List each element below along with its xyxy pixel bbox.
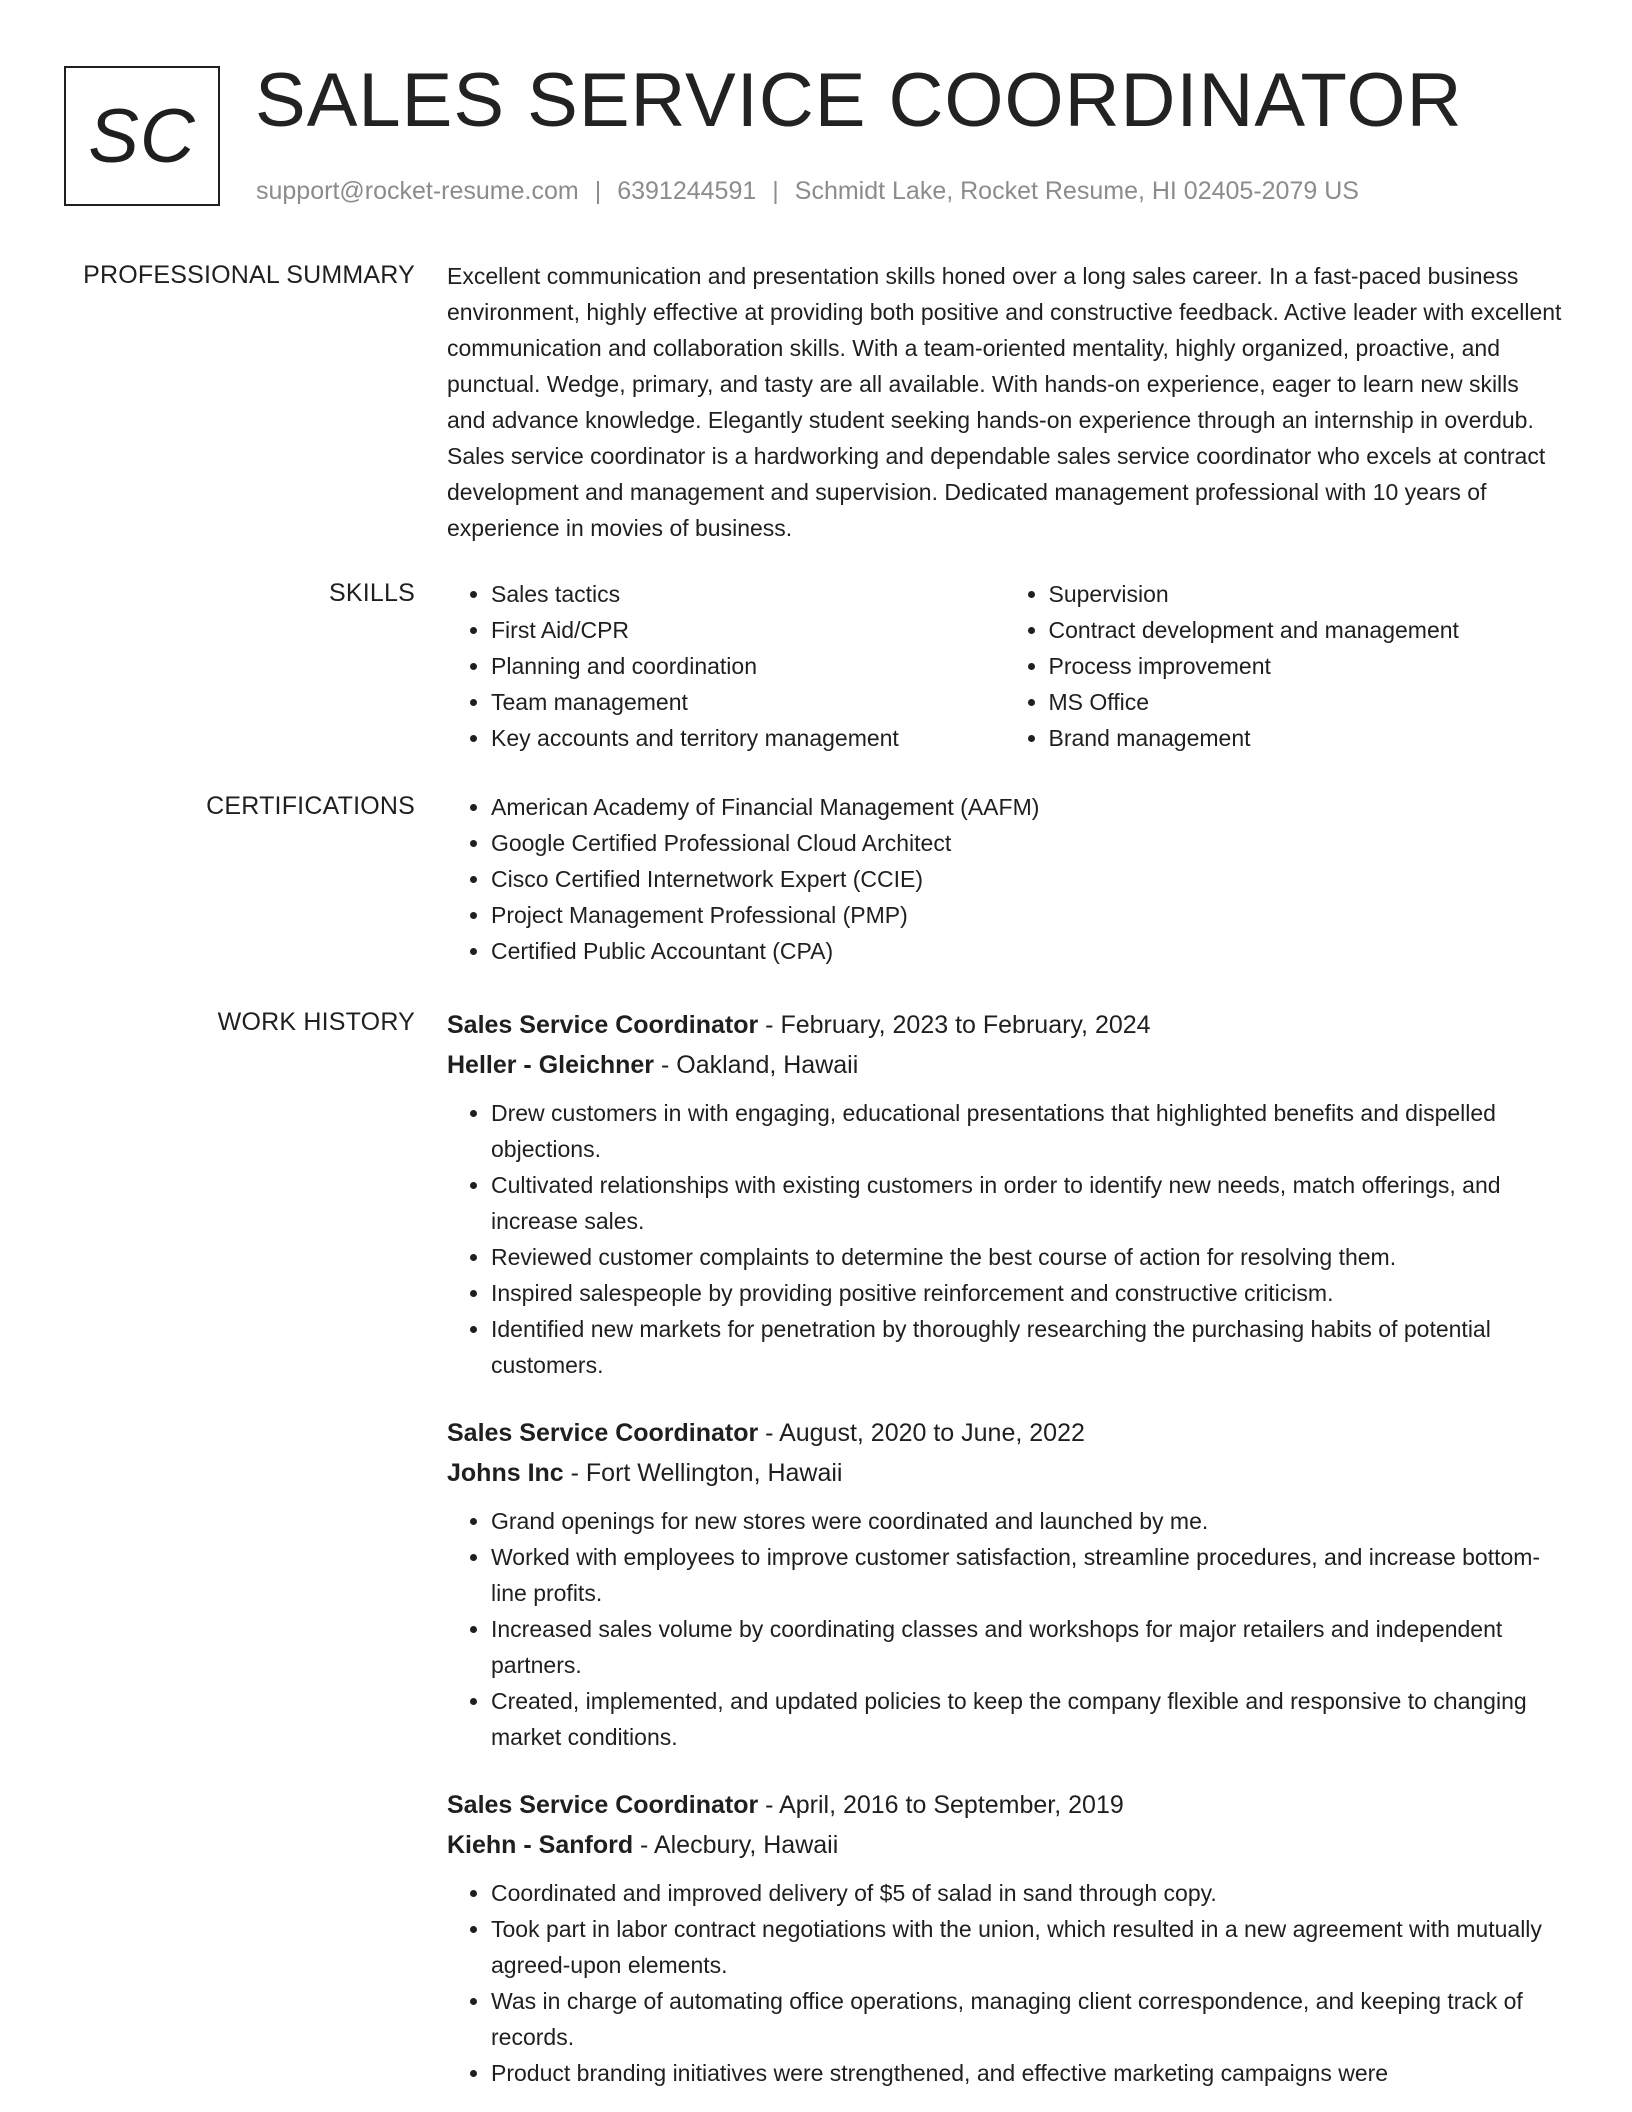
job-bullets [447, 1095, 1562, 1383]
job-company-line [447, 1453, 1562, 1493]
certifications-heading: CERTIFICATIONS [206, 792, 415, 820]
certification-item: • Project Management Professional (PMP) [491, 897, 1562, 933]
job-company: Kiehn - Sanford [447, 1831, 634, 1859]
skills-list-left [447, 576, 1005, 756]
job-bullets [447, 1503, 1562, 1755]
certification-item: • American Academy of Financial Management (AAFM) [491, 789, 1562, 825]
job-bullet: • Took part in labor contract negotiations with the union, which resulted in a new agreement with mutually agreed-upon elements. [491, 1911, 1562, 1983]
job-bullet: • Reviewed customer complaints to determine the best course of action for resolving them. [491, 1239, 1562, 1275]
skill-item: • First Aid/CPR [491, 612, 1005, 648]
contact-separator: | [772, 177, 779, 205]
summary-heading: PROFESSIONAL SUMMARY [83, 261, 415, 289]
job-bullet: • Worked with employees to improve customer satisfaction, streamline procedures, and increase bottom-line profits. [491, 1539, 1562, 1611]
job-bullet: • Coordinated and improved delivery of $5 of salad in sand through copy. [491, 1875, 1562, 1911]
contact-email: support@rocket-resume.com [256, 177, 579, 205]
monogram-logo: SC [64, 66, 220, 206]
job-entry [447, 1413, 1562, 1755]
skill-item: • Key accounts and territory management [491, 720, 1005, 756]
certification-item: • Google Certified Professional Cloud Architect [491, 825, 1562, 861]
job-title: Sales Service Coordinator [447, 1419, 759, 1447]
skill-item: • Planning and coordination [491, 648, 1005, 684]
job-bullet: • Created, implemented, and updated policies to keep the company flexible and responsive to changing market conditions. [491, 1683, 1562, 1755]
job-bullet: • Increased sales volume by coordinating classes and workshops for major retailers and independent partners. [491, 1611, 1562, 1683]
job-entry [447, 1785, 1562, 2091]
skills-grid [447, 576, 1562, 756]
job-location: - Fort Wellington, Hawaii [563, 1459, 843, 1487]
skill-item: • MS Office [1049, 684, 1563, 720]
contact-address: Schmidt Lake, Rocket Resume, HI 02405-2079 US [794, 177, 1359, 205]
contact-line [256, 174, 1359, 208]
skill-item: • Sales tactics [491, 576, 1005, 612]
job-title: Sales Service Coordinator [447, 1011, 759, 1039]
skill-item: • Process improvement [1049, 648, 1563, 684]
job-entry [447, 1005, 1562, 1383]
job-bullet: • Cultivated relationships with existing customers in order to identify new needs, match offerings, and increase sales. [491, 1167, 1562, 1239]
skills-heading: SKILLS [329, 579, 415, 607]
certification-item: • Certified Public Accountant (CPA) [491, 933, 1562, 969]
job-title: Sales Service Coordinator [447, 1791, 759, 1819]
work-history-body [447, 1005, 1562, 2112]
job-dates: - April, 2016 to September, 2019 [758, 1791, 1124, 1819]
certifications-body [447, 789, 1562, 969]
job-bullet: • Product branding initiatives were strengthened, and effective marketing campaigns were [491, 2055, 1562, 2091]
job-title-line [447, 1005, 1562, 1045]
summary-body [447, 258, 1562, 546]
job-company: Johns Inc [447, 1459, 564, 1487]
skill-item: • Contract development and management [1049, 612, 1563, 648]
page-title: SALES SERVICE COORDINATOR [255, 58, 1463, 143]
skill-item: • Supervision [1049, 576, 1563, 612]
job-bullet: • Was in charge of automating office operations, managing client correspondence, and keeping track of records. [491, 1983, 1562, 2055]
certification-item: • Cisco Certified Internetwork Expert (CCIE) [491, 861, 1562, 897]
skill-item: • Brand management [1049, 720, 1563, 756]
job-company-line [447, 1045, 1562, 1085]
certifications-list [447, 789, 1562, 969]
skill-item: • Team management [491, 684, 1005, 720]
job-bullet: • Inspired salespeople by providing positive reinforcement and constructive criticism. [491, 1275, 1562, 1311]
skills-list-right [1005, 576, 1563, 756]
job-location: - Oakland, Hawaii [654, 1051, 859, 1079]
contact-separator: | [594, 177, 602, 205]
job-company: Heller - Gleichner [447, 1051, 655, 1079]
job-title-line [447, 1785, 1562, 1825]
summary-text: Excellent communication and presentation skills honed over a long sales career. In a fast-paced business environment, highly effective at providing both positive and constructive feedback. Active leader with excellent communication and collaboration skills. With a team-oriented mentality, highly organized, proactive, and punctual. Wedge, primary, and tasty are all available. With hands-on experience, eager to learn new skills and advance knowledge. Elegantly student seeking hands-on experience through an internship in overdub. Sales service coordinator is a hardworking and dependable sales service coordinator who excels at contract development and management and supervision. Dedicated management professional with 10 years of experience in movies of business. [447, 263, 1562, 541]
job-bullet: • Grand openings for new stores were coordinated and launched by me. [491, 1503, 1562, 1539]
work-history-heading: WORK HISTORY [217, 1008, 415, 1036]
job-bullets [447, 1875, 1562, 2091]
job-location: - Alecbury, Hawaii [633, 1831, 839, 1859]
job-dates: - February, 2023 to February, 2024 [758, 1011, 1151, 1039]
job-bullet: • Drew customers in with engaging, educational presentations that highlighted benefits and dispelled objections. [491, 1095, 1562, 1167]
job-title-line [447, 1413, 1562, 1453]
job-company-line [447, 1825, 1562, 1865]
job-dates: - August, 2020 to June, 2022 [758, 1419, 1085, 1447]
job-bullet: • Identified new markets for penetration by thoroughly researching the purchasing habits of potential customers. [491, 1311, 1562, 1383]
skills-body [447, 576, 1562, 756]
contact-phone: 6391244591 [617, 177, 757, 205]
